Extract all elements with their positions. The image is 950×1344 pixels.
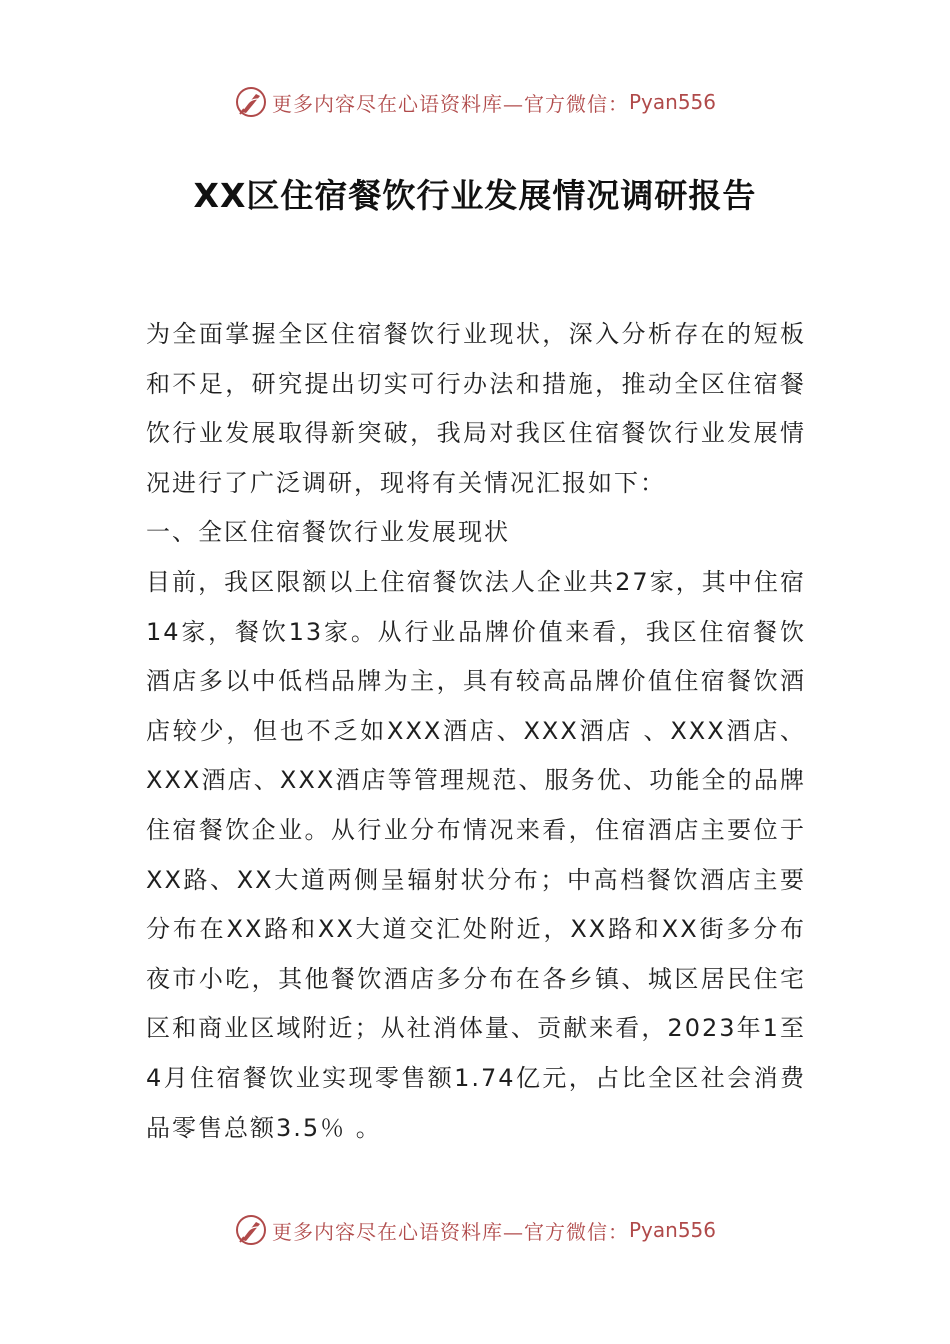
- footer-banner-text: 更多内容尽在心语资料库—官方微信：: [271, 1219, 629, 1244]
- footer-watermark-banner: [0, 1210, 950, 1250]
- quill-pen-logo-icon: [234, 85, 268, 119]
- section-1-paragraph: 目前，我区限额以上住宿餐饮法人企业共27家，其中住宿14家，餐饮13家。从行业品牌价值来看，我区住宿餐饮酒店多以中低档品牌为主，具有较高品牌价值住宿餐饮酒店较少，但也不乏如XXX酒店、XXX酒店 、XXX酒店、XXX酒店、XXX酒店等管理规范、服务优、功能全的品牌住宿餐饮企业。从行业分布情况来看，住宿酒店主要位于XX路、XX大道两侧呈辐射状分布；中高档餐饮酒店主要分布在XX路和XX大道交汇处附近，XX路和XX街多分布夜市小吃，其他餐饮酒店多分布在各乡镇、城区居民住宅区和商业区域附近；从社消体量、贡献来看，2023年1至4月住宿餐饮业实现零售额1.74亿元，占比全区社会消费品零售总额3.5％ 。: [146, 567, 806, 1142]
- header-banner-text: 更多内容尽在心语资料库—官方微信：: [271, 91, 629, 116]
- intro-paragraph: 为全面掌握全区住宿餐饮行业现状，深入分析存在的短板和不足，研究提出切实可行办法和措施，推动全区住宿餐饮行业发展取得新突破，我局对我区住宿餐饮行业发展情况进行了广泛调研，现将有关情况汇报如下：: [146, 320, 806, 497]
- header-watermark-banner: [0, 82, 950, 122]
- footer-wechat-id: Pyan556: [628, 1218, 716, 1242]
- document-title: XX区住宿餐饮行业发展情况调研报告: [193, 176, 757, 215]
- header-wechat-id: Pyan556: [628, 90, 716, 114]
- document-body: [146, 310, 806, 1153]
- quill-pen-logo-icon: [234, 1213, 268, 1247]
- section-1-heading: 一、全区住宿餐饮行业发展现状: [146, 518, 510, 547]
